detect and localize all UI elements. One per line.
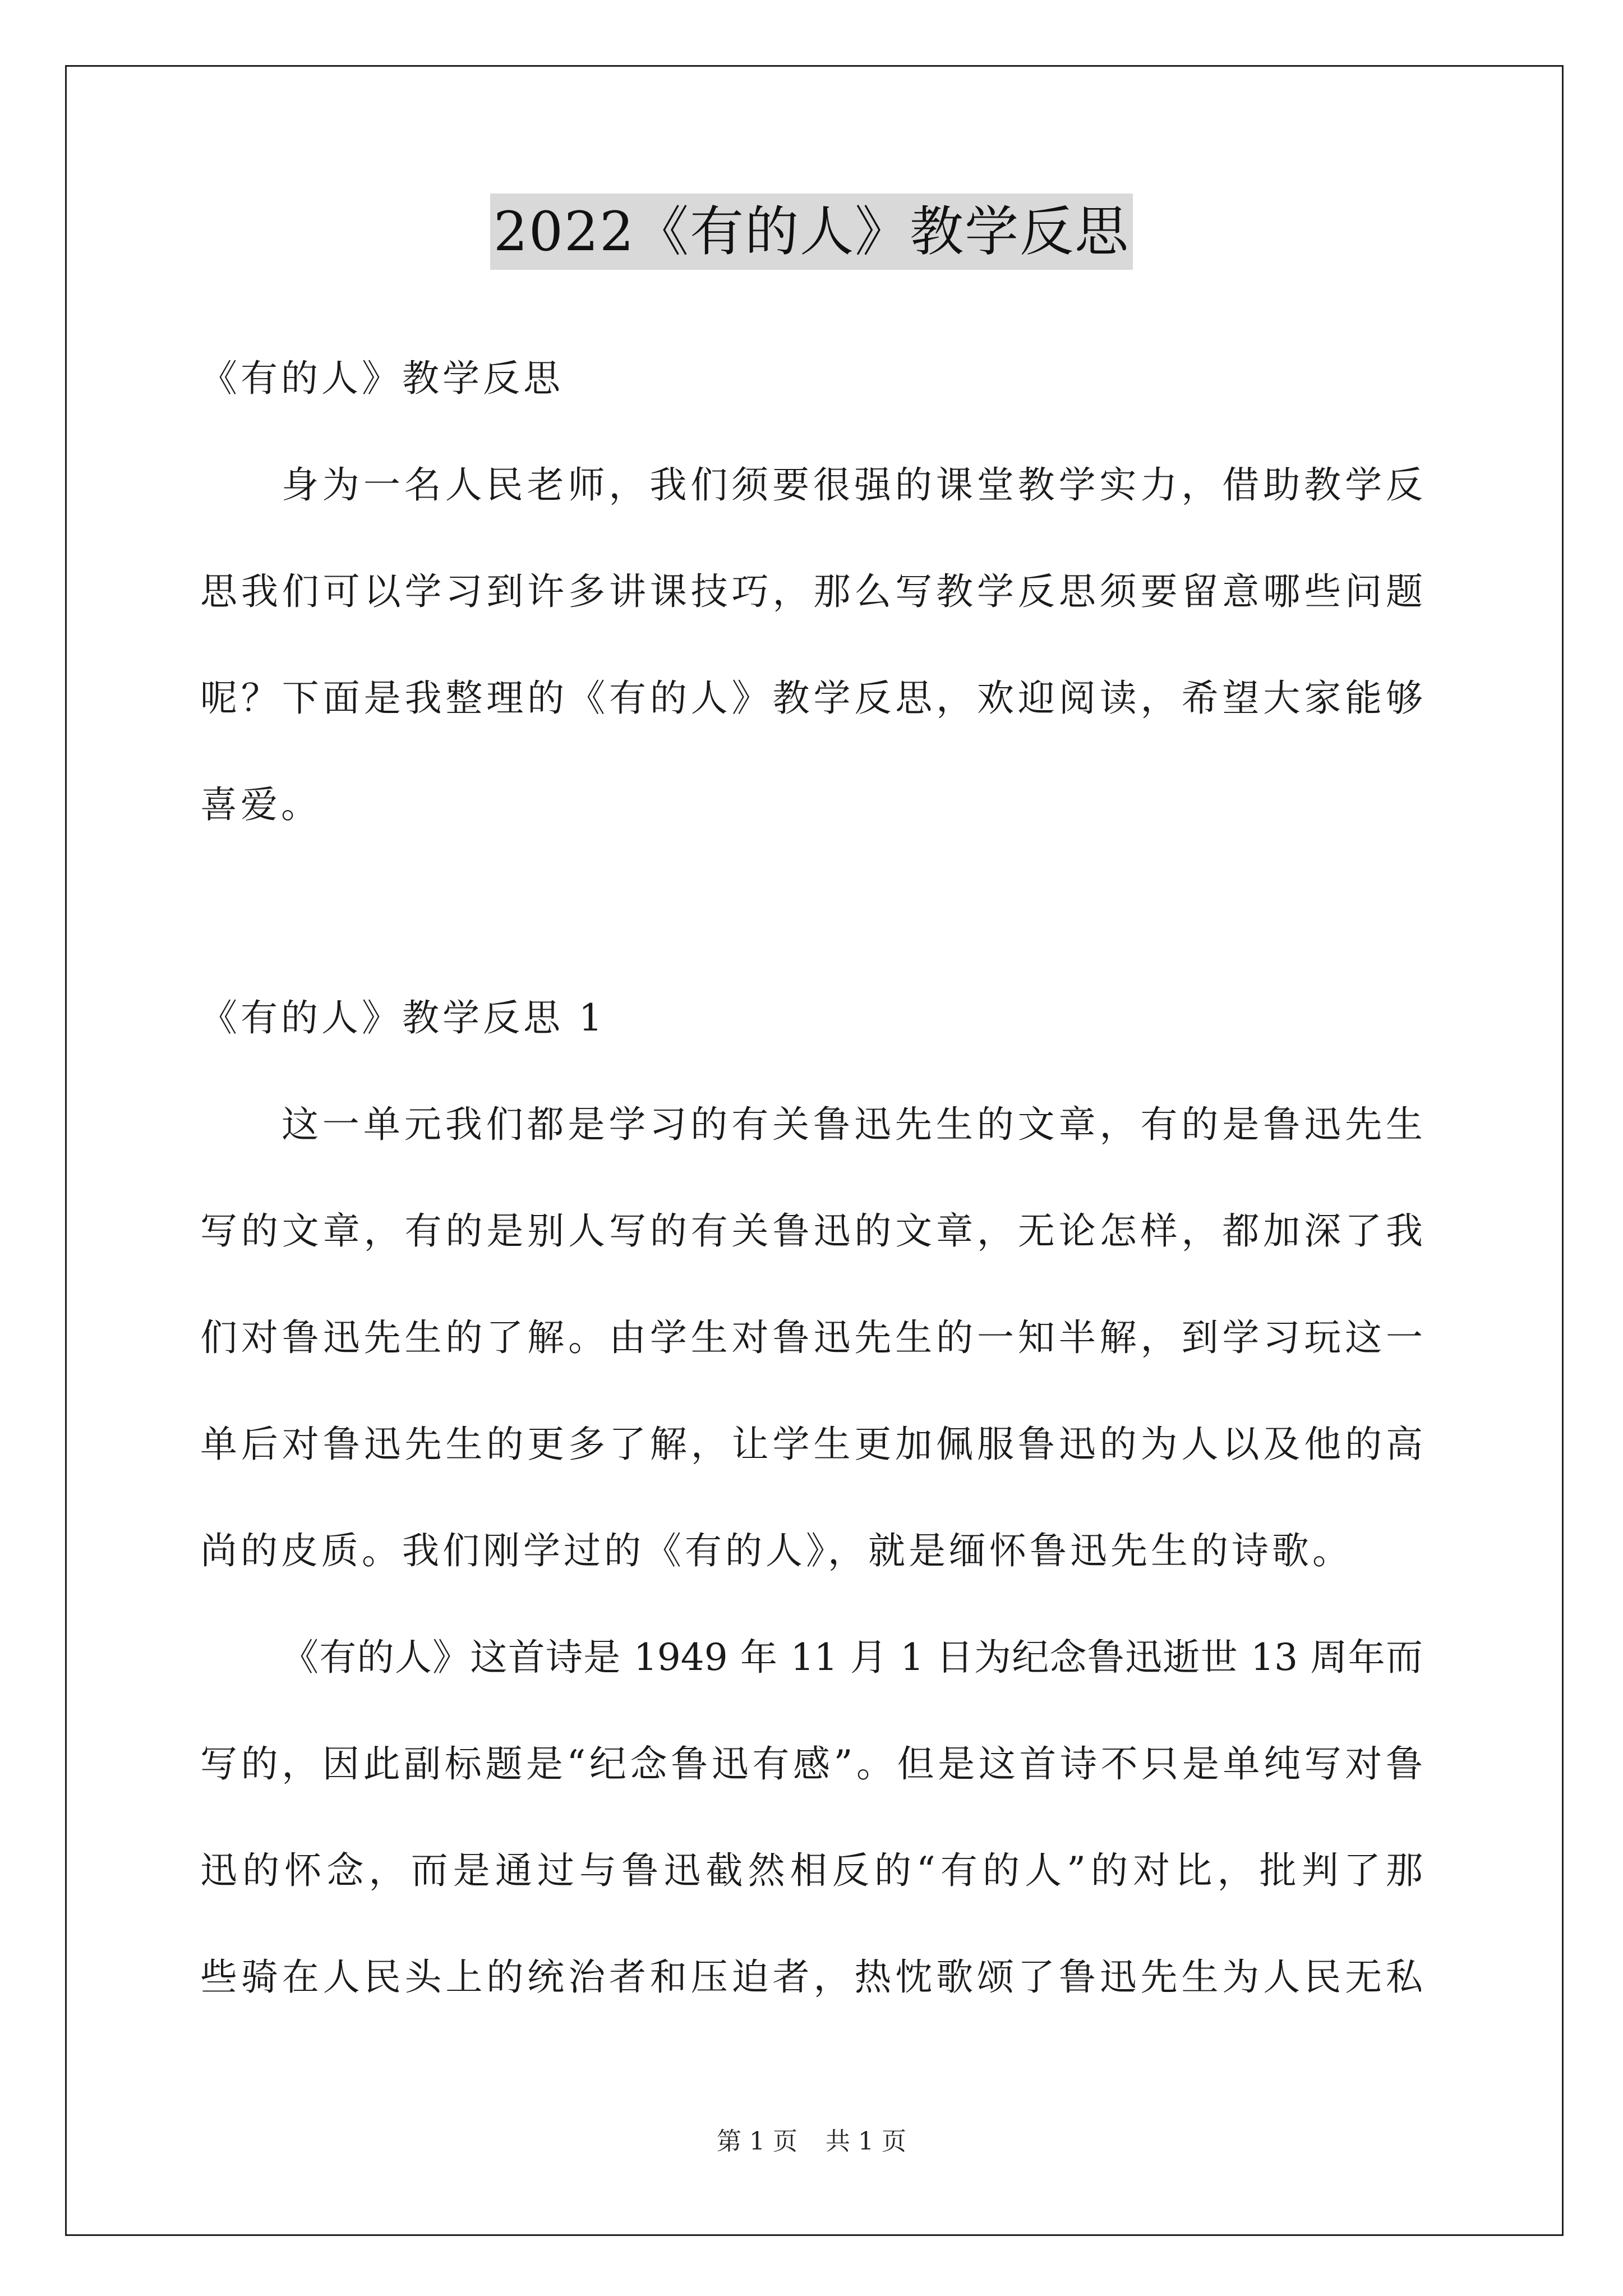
paragraph-line: 单后对鲁迅先生的更多了解，让学生更加佩服鲁迅的为人以及他的高: [200, 1423, 1423, 1466]
paragraph-line: 《有的人》这首诗是 1949 年 11 月 1 日为纪念鲁迅逝世 13 周年而: [282, 1636, 1423, 1679]
paragraph-line: 些骑在人民头上的统治者和压迫者，热忱歌颂了鲁迅先生为人民无私: [200, 1955, 1423, 1999]
subtitle: 《有的人》教学反思: [200, 357, 564, 400]
intro-line: 思我们可以学习到许多讲课技巧，那么写教学反思须要留意哪些问题: [200, 570, 1423, 613]
document-title: 2022《有的人》教学反思: [490, 194, 1133, 270]
title-container: [0, 194, 1623, 270]
paragraph-line: 写的文章，有的是别人写的有关鲁迅的文章，无论怎样，都加深了我: [200, 1209, 1423, 1253]
page-footer: [0, 2125, 1623, 2159]
paragraph-line: 这一单元我们都是学习的有关鲁迅先生的文章，有的是鲁迅先生: [282, 1103, 1423, 1146]
intro-line: 身为一名人民老师，我们须要很强的课堂教学实力，借助教学反: [282, 463, 1423, 507]
paragraph-line: 迅的怀念，而是通过与鲁迅截然相反的“有的人”的对比，批判了那: [200, 1849, 1423, 1892]
intro-line: 喜爱。: [200, 783, 321, 826]
page-number: 第 1 页: [717, 2127, 797, 2156]
paragraph-line: 尚的皮质。我们刚学过的《有的人》，就是缅怀鲁迅先生的诗歌。: [200, 1529, 1353, 1572]
page-total: 共 1 页: [826, 2127, 906, 2156]
paragraph-line: 写的，因此副标题是“纪念鲁迅有感”。但是这首诗不只是单纯写对鲁: [200, 1742, 1423, 1786]
section-heading: 《有的人》教学反思 1: [200, 996, 606, 1039]
intro-line: 呢？下面是我整理的《有的人》教学反思，欢迎阅读，希望大家能够: [200, 677, 1423, 720]
paragraph-line: 们对鲁迅先生的了解。由学生对鲁迅先生的一知半解，到学习玩这一: [200, 1316, 1423, 1359]
